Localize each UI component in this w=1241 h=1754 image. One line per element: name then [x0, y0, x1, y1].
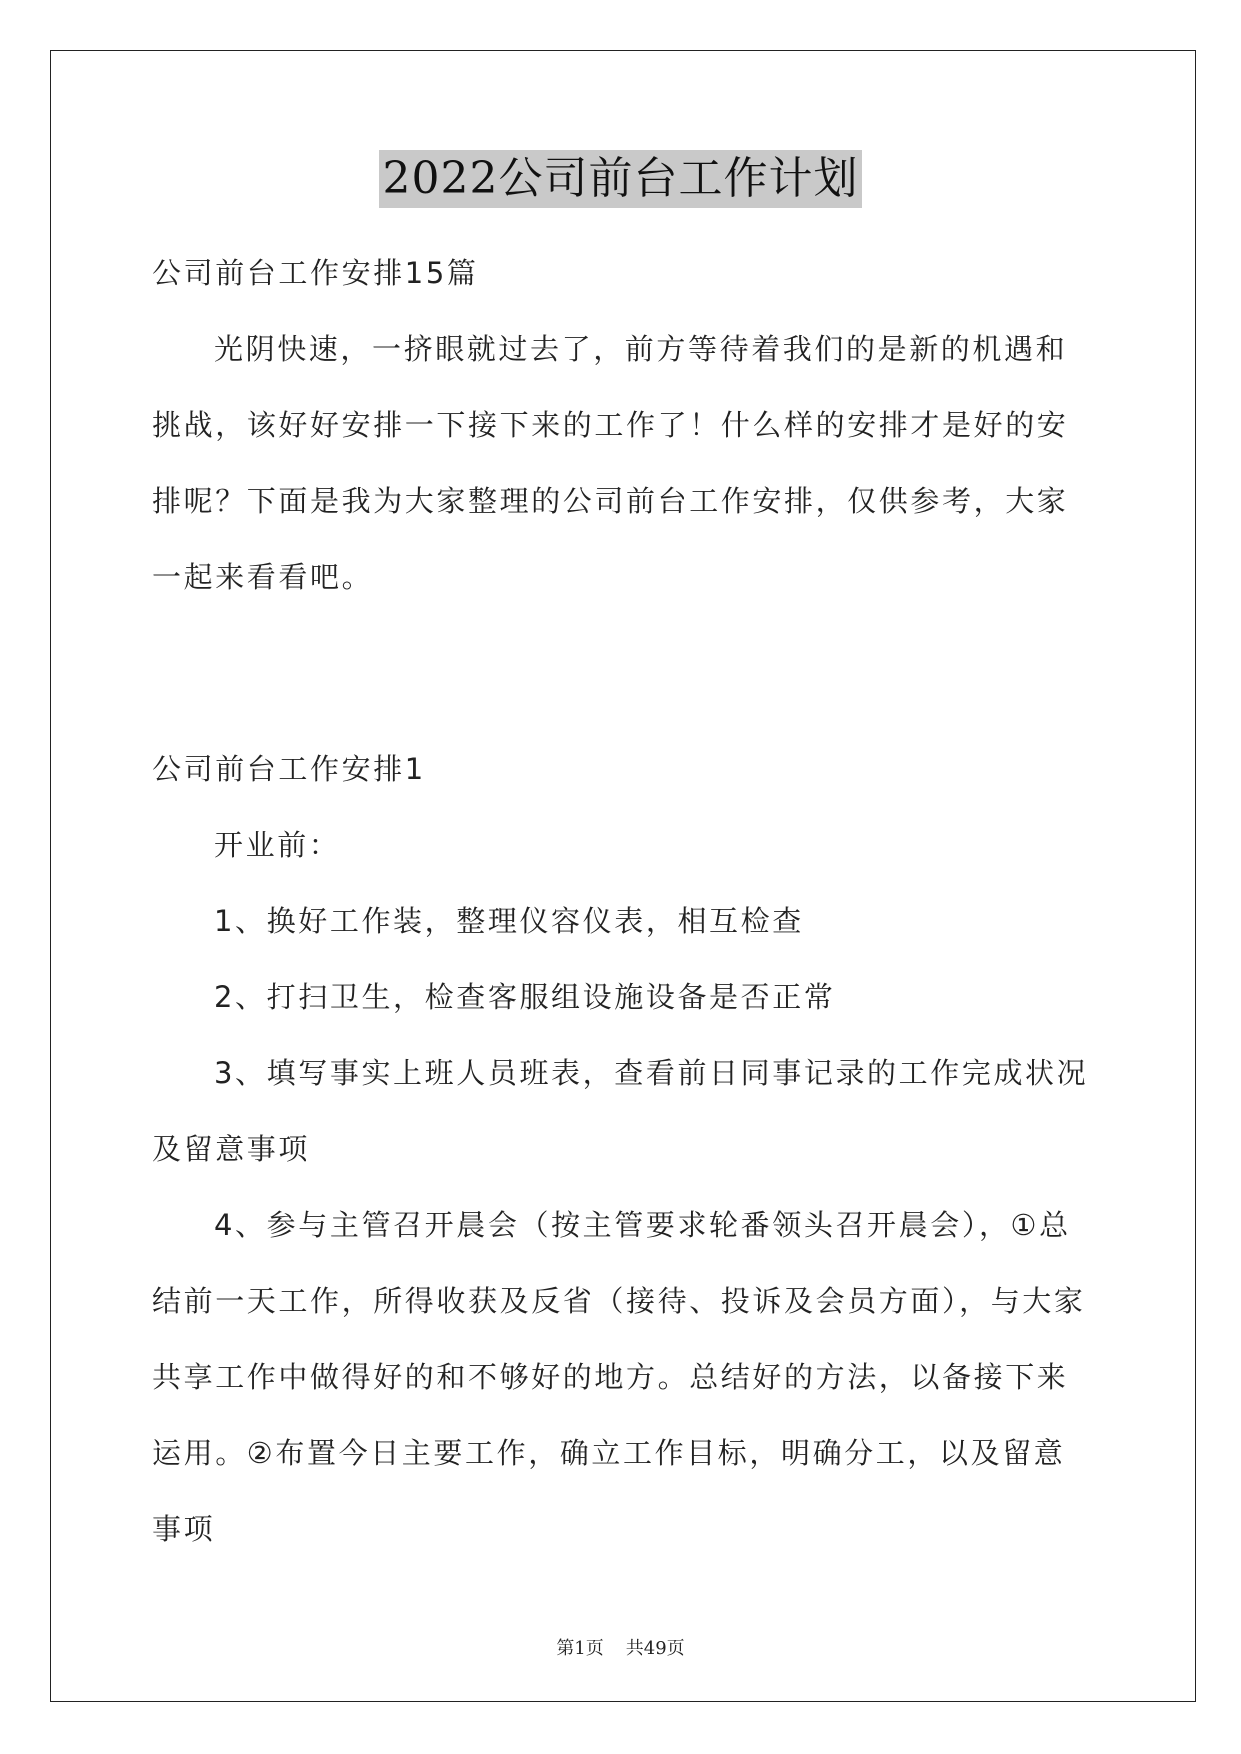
page-footer: [0, 1634, 1241, 1660]
document-title: 2022公司前台工作计划: [379, 150, 863, 208]
page-total: 共49页: [625, 1638, 685, 1659]
intro-paragraph: 光阴快速，一挤眼就过去了，前方等待着我们的是新的机遇和挑战，该好好安排一下接下来的工作了！什么样的安排才是好的安排呢？下面是我为大家整理的公司前台工作安排，仅供参考，大家一起来看看吧。: [152, 332, 1069, 594]
title-container: [0, 150, 1241, 208]
document-subtitle: 公司前台工作安排15篇: [152, 256, 479, 290]
page-number: 第1页: [556, 1638, 604, 1659]
list-item: 1、换好工作装，整理仪容仪表，相互检查: [214, 904, 804, 938]
list-item: 3、填写事实上班人员班表，查看前日同事记录的工作完成状况及留意事项: [152, 1056, 1089, 1166]
list-item: 2、打扫卫生，检查客服组设施设备是否正常: [214, 980, 836, 1014]
list-item: 4、参与主管召开晨会（按主管要求轮番领头召开晨会），①总结前一天工作，所得收获及反省（接待、投诉及会员方面），与大家共享工作中做得好的和不够好的地方。总结好的方法，以备接下来运用。②布置今日主要工作，确立工作目标，明确分工，以及留意事项: [152, 1208, 1086, 1546]
before-open-label: 开业前：: [214, 828, 341, 862]
section-heading: 公司前台工作安排1: [152, 752, 426, 786]
